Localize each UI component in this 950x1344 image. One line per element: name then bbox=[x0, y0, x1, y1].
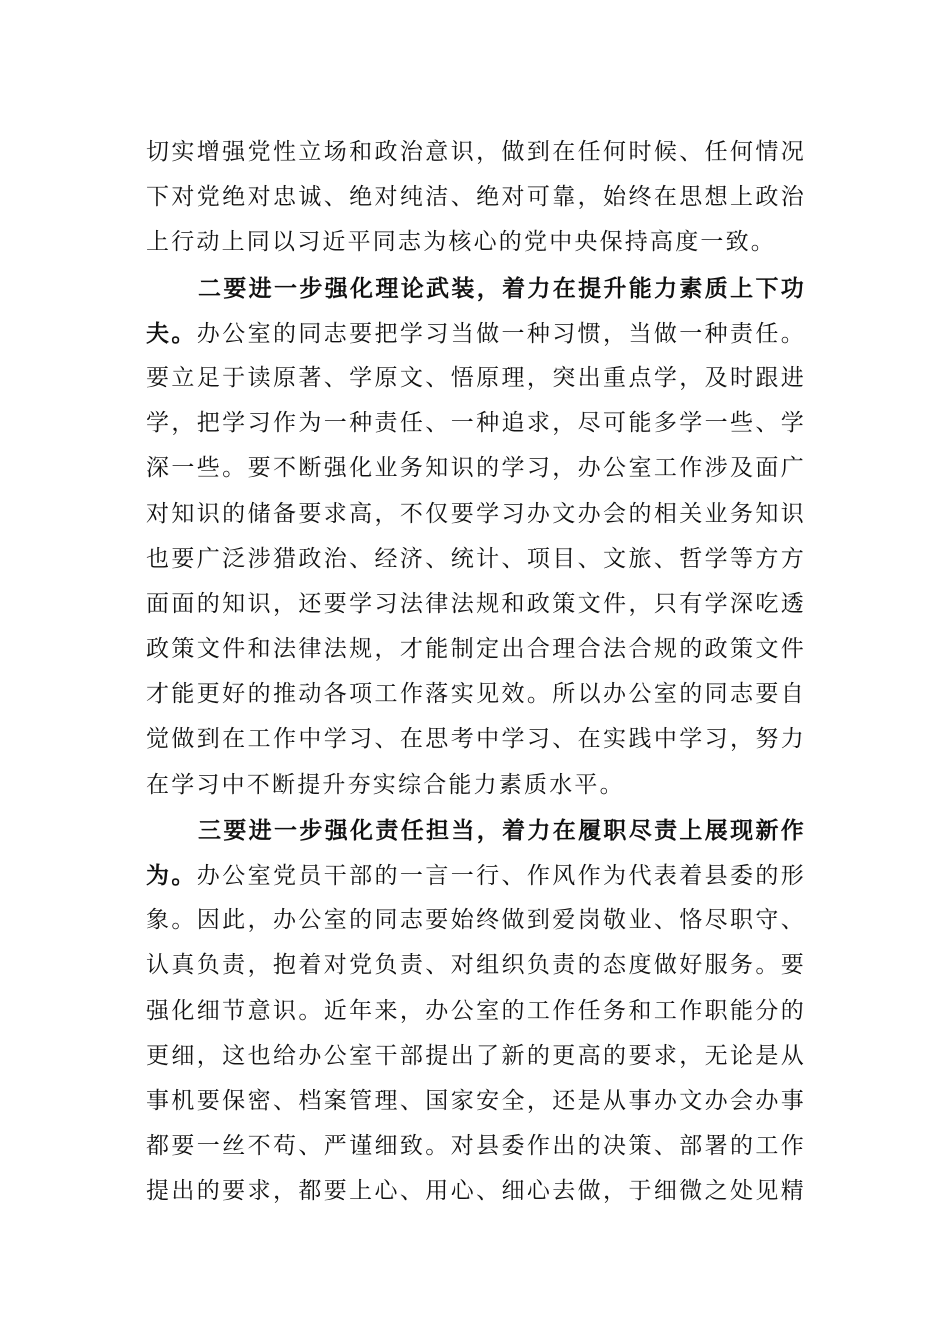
line-text: 政策文件和法律法规，才能制定出合理合法合规的政策文件 bbox=[146, 636, 806, 663]
line-text: 都要一丝不苟、严谨细致。对县委作出的决策、部署的工作 bbox=[146, 1133, 806, 1160]
text-line bbox=[146, 220, 806, 265]
line-text: 对知识的储备要求高，不仅要学习办文办会的相关业务知识 bbox=[146, 500, 806, 527]
paragraph-2 bbox=[146, 266, 806, 808]
line-text: 在学习中不断提升夯实综合能力素质水平。 bbox=[146, 771, 625, 798]
text-line bbox=[146, 1124, 806, 1169]
line-text: 更细，这也给办公室干部提出了新的更高的要求，无论是从 bbox=[146, 1042, 806, 1069]
line-text: 象。因此，办公室的同志要始终做到爱岗敬业、恪尽职守、 bbox=[146, 907, 806, 934]
text-line bbox=[146, 582, 806, 627]
text-line bbox=[146, 446, 806, 491]
line-text: 也要广泛涉猎政治、经济、统计、项目、文旅、哲学等方方 bbox=[146, 545, 806, 572]
text-line bbox=[146, 311, 806, 356]
text-line bbox=[146, 130, 806, 175]
line-text: 办公室的同志要把学习当做一种习惯，当做一种责任。 bbox=[196, 320, 806, 347]
paragraph-3 bbox=[146, 808, 806, 1215]
line-text: 认真负责，抱着对党负责、对组织负责的态度做好服务。要 bbox=[146, 952, 806, 979]
text-line bbox=[146, 266, 806, 311]
paragraph-heading: 三要进一步强化责任担当，着力在履职尽责上展现新作 bbox=[198, 816, 806, 844]
text-line bbox=[146, 898, 806, 943]
text-line bbox=[146, 672, 806, 717]
text-line bbox=[146, 627, 806, 672]
line-text: 强化细节意识。近年来，办公室的工作任务和工作职能分的 bbox=[146, 997, 806, 1024]
document-page bbox=[146, 130, 806, 1215]
line-text: 办公室党员干部的一言一行、作风作为代表着县委的形 bbox=[196, 863, 806, 889]
line-text: 才能更好的推动各项工作落实见效。所以办公室的同志要自 bbox=[146, 681, 806, 708]
text-line bbox=[146, 401, 806, 446]
line-text: 觉做到在工作中学习、在思考中学习、在实践中学习，努力 bbox=[146, 726, 806, 753]
line-text: 面面的知识，还要学习法律法规和政策文件，只有学深吃透 bbox=[146, 590, 806, 617]
text-line bbox=[146, 175, 806, 220]
text-line bbox=[146, 356, 806, 401]
line-text: 要立足于读原著、学原文、悟原理，突出重点学，及时跟进 bbox=[146, 364, 806, 391]
line-text: 事机要保密、档案管理、国家安全，还是从事办文办会办事 bbox=[146, 1087, 806, 1114]
paragraph-heading: 二要进一步强化理论武装，着力在提升能力素质上下功 bbox=[198, 274, 806, 302]
text-line bbox=[146, 853, 806, 898]
text-line bbox=[146, 989, 806, 1034]
line-text: 提出的要求，都要上心、用心、细心去做，于细微之处见精 bbox=[146, 1178, 806, 1205]
line-text: 切实增强党性立场和政治意识，做到在任何时候、任何情况 bbox=[146, 139, 806, 165]
text-line bbox=[146, 808, 806, 853]
text-line bbox=[146, 943, 806, 988]
text-line bbox=[146, 492, 806, 537]
line-text: 下对党绝对忠诚、绝对纯洁、绝对可靠，始终在思想上政治 bbox=[146, 184, 806, 211]
line-text: 学，把学习作为一种责任、一种追求，尽可能多学一些、学 bbox=[146, 410, 806, 437]
text-line bbox=[146, 717, 806, 762]
text-line bbox=[146, 1169, 806, 1214]
text-line bbox=[146, 763, 806, 808]
text-line bbox=[146, 537, 806, 582]
paragraph-1 bbox=[146, 130, 806, 266]
line-text: 深一些。要不断强化业务知识的学习，办公室工作涉及面广 bbox=[146, 455, 806, 482]
text-line bbox=[146, 1079, 806, 1124]
line-text: 上行动上同以习近平同志为核心的党中央保持高度一致。 bbox=[146, 229, 776, 256]
paragraph-heading-end: 夫。 bbox=[146, 319, 197, 347]
text-line bbox=[146, 1034, 806, 1079]
paragraph-heading-end: 为。 bbox=[146, 862, 197, 889]
